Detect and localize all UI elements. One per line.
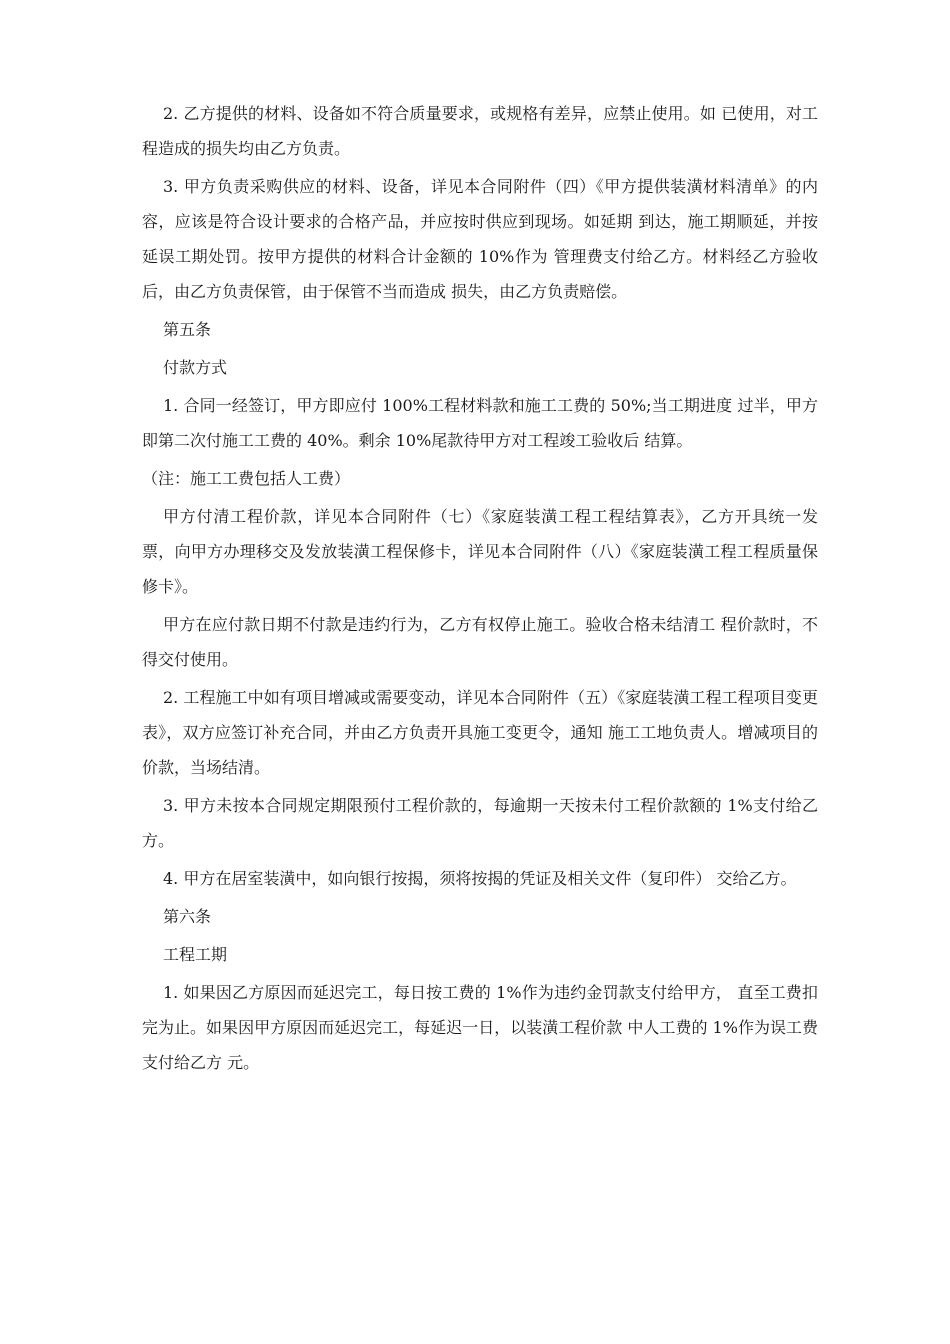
- paragraph-material-quality: 2. 乙方提供的材料、设备如不符合质量要求，或规格有差异，应禁止使用。如 已使用，对工程造成的损失均由乙方负责。: [142, 104, 818, 158]
- paragraph-payment-schedule: 1. 合同一经签订，甲方即应付 100%工程材料款和施工工费的 50%;当工期进度 过半，甲方即第二次付施工工费的 40%。剩余 10%尾款待甲方对工程竣工验收后 结算。: [142, 396, 818, 450]
- paragraph-late-payment: 甲方在应付款日期不付款是违约行为，乙方有权停止施工。验收合格未结清工 程价款时，不得交付使用。: [142, 615, 818, 669]
- paragraph-party-a-materials: 3. 甲方负责采购供应的材料、设备，详见本合同附件（四）《甲方提供装潢材料清单》的内容，应该是符合设计要求的合格产品，并应按时供应到现场。如延期 到达，施工期顺延，并按延误工期处罚。按甲方提供的材料合计金额的 10%作为 管理费支付给乙方。材料经乙方验收后，由乙方负责保管，由于保管不当而造成 损失，由乙方负责赔偿。: [142, 177, 818, 301]
- paragraph-mortgage: 4. 甲方在居室装潢中，如向银行按揭，须将按揭的凭证及相关文件（复印件） 交给乙方。: [163, 869, 797, 888]
- paragraph-project-changes: 2. 工程施工中如有项目增减或需要变动，详见本合同附件（五）《家庭装潢工程工程项目变更表》，双方应签订补充合同，并由乙方负责开具施工变更令，通知 施工工地负责人。增减项目的价款，当场结清。: [142, 688, 818, 777]
- project-duration-heading: 工程工期: [163, 945, 228, 964]
- document-body: [142, 96, 818, 1083]
- payment-method-heading: 付款方式: [163, 358, 228, 377]
- paragraph-settlement: 甲方付清工程价款，详见本合同附件（七）《家庭装潢工程工程结算表》，乙方开具统一发票，向甲方办理移交及发放装潢工程保修卡，详见本合同附件（八）《家庭装潢工程工程质量保修卡》。: [142, 507, 818, 596]
- paragraph-overdue-penalty: 3. 甲方未按本合同规定期限预付工程价款的，每逾期一天按未付工程价款额的 1%支付给乙方。: [142, 796, 818, 850]
- paragraph-note-labor: （注：施工工费包括人工费）: [142, 469, 351, 488]
- article-five-heading: 第五条: [163, 320, 212, 339]
- paragraph-delay-penalty: 1. 如果因乙方原因而延迟完工，每日按工费的 1%作为违约金罚款支付给甲方， 直至工费扣完为止。如果因甲方原因而延迟完工，每延迟一日，以装潢工程价款 中人工费的 1%作为误工费支付给乙方 元。: [142, 983, 818, 1072]
- article-six-heading: 第六条: [163, 907, 212, 926]
